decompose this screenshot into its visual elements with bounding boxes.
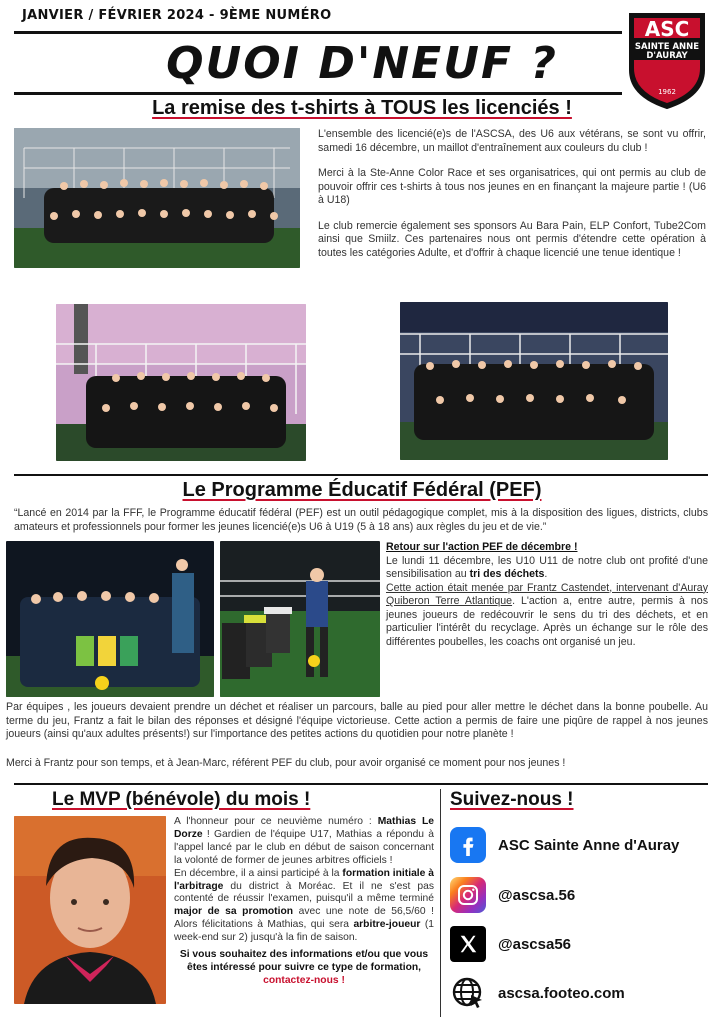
mvp-portrait	[14, 816, 166, 1004]
team-photo-seniors-men	[400, 302, 668, 460]
mvp-paragraph-1: A l'honneur pour ce neuvième numéro : Mathias Le Dorze ! Gardien de l'équipe U17, Mathias a répondu à l'appel lancé par le club en début de saison concernant la volonté de former de jeunes arbitres officiels !	[174, 816, 434, 866]
issue-date: JANVIER / FÉVRIER 2024 - 9ÈME NUMÉRO	[22, 8, 332, 23]
tshirts-paragraph-1: L'ensemble des licencié(e)s de l'ASCSA, des U6 aux vétérans, se sont vu offrir, samedi 16 décembre, un maillot d'entraînement aux couleurs du club !	[318, 128, 706, 154]
pef-divider	[14, 474, 708, 476]
pef-action-paragraph-2: Cette action était menée par Frantz Castendet, intervenant d'Auray Quiberon Terre Atlantique. L'action a, entre autre, permis à nos jeunes joueurs de redécouvrir le sens du tri des déchets, et en particulier l'intérêt du recyclage. Après un échange sur le rôle des différentes poubelles, les coachs ont organisé un jeu.	[386, 581, 708, 648]
header-rule-bottom	[14, 92, 622, 95]
mvp-paragraph-2: En décembre, il a ainsi participé à la formation initiale à l'arbitrage du district à Moréac. Et il ne s'est pas contenté de réussir l'examen, puisqu'il a même terminé major de sa promotion avec une note de 56,5/60 ! Alors félicitations à Mathias, qui sera arbitre-joueur (1 week-end sur 2) jusqu'à la fin de saison.	[174, 867, 434, 944]
globe-icon	[450, 975, 486, 1011]
pef-intro: “Lancé en 2014 par la FFF, le Programme éducatif fédéral (PEF) est un outil pédagogique complet, mis à la disposition des ligues, districts, clubs amateurs et professionnels pour former les jeunes licencié(e)s U6 à U19 (5 à 18 ans) aux règles du jeu et de vie.”	[14, 507, 708, 533]
page-title: QUOI D'NEUF ?	[166, 38, 558, 89]
website-label: ascsa.footeo.com	[498, 984, 625, 1002]
team-photo-youth	[14, 128, 300, 268]
logo-club: SAINTE ANNE	[634, 42, 700, 52]
social-website[interactable]	[450, 975, 625, 1011]
social-x[interactable]	[450, 926, 571, 962]
pef-photo-bins	[220, 541, 380, 697]
team-photo-seniors-women	[56, 304, 306, 461]
tshirts-heading: La remise des t-shirts à TOUS les licenciés !	[152, 97, 572, 119]
header-rule-top	[14, 31, 622, 34]
x-label: @ascsa56	[498, 935, 572, 953]
pef-action-title: Retour sur l'action PEF de décembre !	[386, 541, 578, 553]
mvp-divider	[14, 783, 708, 785]
instagram-icon	[450, 877, 486, 913]
instagram-label: @ascsa.56	[498, 886, 576, 904]
mvp-name: Mathias Le Dorze	[174, 816, 434, 840]
social-facebook[interactable]	[450, 827, 679, 863]
pef-thanks-paragraph: Merci à Frantz pour son temps, et à Jean-Marc, référent PEF du club, pour avoir organisé ce moment pour nos jeunes !	[6, 757, 566, 769]
pef-action-paragraph-1: Le lundi 11 décembre, les U10 U11 de notre club ont profité d'une sensibilisation au tri des déchets.	[386, 554, 708, 580]
x-icon	[450, 926, 486, 962]
pef-game-paragraph: Par équipes , les joueurs devaient prendre un déchet et réaliser un parcours, balle au pied pour aller mettre le déchet dans la bonne poubelle. Au terme du jeu, Frantz a fait le bilan des réponses et désigné l'équipe victorieuse. Cette action a permis de faire une piqûre de rappel à nos jeunes joueurs (ainsi qu'aux adultes présents!) sur l'importance des petites actions du quotidien pour notre planète !	[6, 701, 708, 740]
social-instagram[interactable]	[450, 877, 575, 913]
column-divider	[440, 789, 441, 1017]
tshirts-paragraph-3: Le club remercie également ses sponsors Au Bara Pain, ELP Confort, Tube2Com ainsi que Smiilz. Ces partenaires nous ont permis d'étendre cette opération à toutes les catégories Adulte, et d'offrir à chaque licencié une tenue identique !	[318, 219, 706, 259]
tshirts-text	[318, 128, 706, 272]
logo-year: 1962	[658, 88, 676, 96]
pef-action-text	[386, 541, 708, 649]
facebook-icon	[450, 827, 486, 863]
logo-town: D'AURAY	[646, 51, 688, 61]
logo-name: ASC	[644, 17, 690, 41]
pef-photo-group	[6, 541, 214, 697]
tshirts-paragraph-2: Merci à la Ste-Anne Color Race et ses organisatrices, qui ont permis au club de pouvoir offrir ces t-shirts à tous nos jeunes en en finançant la majeure partie ! (U6 à U18)	[318, 167, 706, 206]
waste-sorting-highlight: tri des déchets	[469, 568, 545, 580]
contact-us-link[interactable]: contactez-nous !	[263, 974, 345, 986]
mvp-text	[174, 816, 434, 988]
mvp-call-to-action: Si vous souhaitez des informations et/ou que vous êtes intéressé pour suivre ce type de formation, contactez-nous !	[179, 949, 429, 986]
facilitator-credit: Cette action était menée par Frantz Castendet, intervenant d'Auray Quiberon Terre Atlantique	[386, 581, 708, 607]
pef-heading: Le Programme Éducatif Fédéral (PEF)	[182, 479, 542, 501]
social-heading: Suivez-nous !	[450, 789, 574, 810]
mvp-heading: Le MVP (bénévole) du mois !	[52, 789, 311, 810]
facebook-label: ASC Sainte Anne d'Auray	[498, 836, 680, 854]
